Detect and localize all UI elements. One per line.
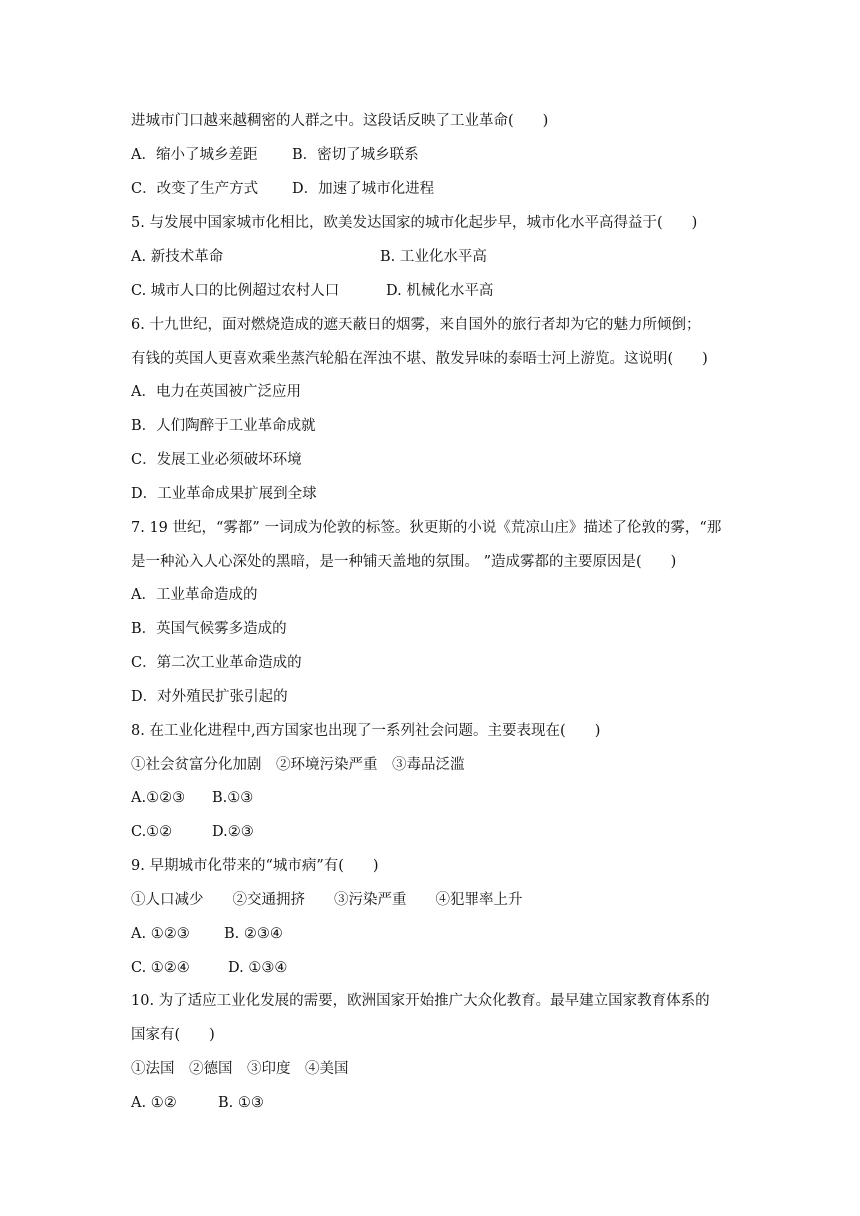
question-6-stem-line-2: 有钱的英国人更喜欢乘坐蒸汽轮船在浑浊不堪、散发异味的泰晤士河上游览。这说明( ): [131, 351, 708, 367]
question-7-option-c: C．第二次工业革命造成的: [131, 655, 302, 671]
question-7-option-a: A．工业革命造成的: [131, 587, 258, 603]
question-6-stem-line-1: 6. 十九世纪，面对燃烧造成的遮天蔽日的烟雾，来自国外的旅行者却为它的魅力所倾倒；: [131, 317, 701, 333]
option-d: D. ①③④: [228, 960, 288, 976]
question-4-option-row: [131, 145, 771, 165]
option-a: A. ①②: [131, 1095, 177, 1111]
question-6-option-b: B．人们陶醉于工业革命成就: [131, 418, 316, 434]
question-10-stem-line-2: 国家有( ): [131, 1027, 215, 1043]
question-5-option-row: [131, 247, 771, 267]
question-6-option-c: C．发展工业必须破坏环境: [131, 452, 302, 468]
option-c: C. ①②④: [131, 960, 190, 976]
question-5-option-row: [131, 281, 771, 301]
question-8-option-row: [131, 822, 771, 842]
option-a: A. ①②③: [131, 926, 190, 942]
question-7-stem-line-2: 是一种沁入人心深处的黑暗，是一种铺天盖地的氛围。 ”造成雾都的主要原因是( ): [131, 554, 677, 570]
option-a: A. 新技术革命: [131, 249, 224, 265]
option-c: C．改变了生产方式: [131, 181, 259, 197]
option-d: D. 机械化水平高: [386, 283, 494, 299]
question-8-option-row: [131, 788, 771, 808]
question-7-stem-line-1: 7. 19 世纪，“雾都” 一词成为伦敦的标签。狄更斯的小说《荒凉山庄》描述了伦敦的雾，“那: [131, 520, 722, 536]
option-a: A．缩小了城乡差距: [131, 147, 258, 163]
question-9-items: ①人口减少 ②交通拥挤 ③污染严重 ④犯罪率上升: [131, 892, 523, 908]
option-b: B．密切了城乡联系: [292, 147, 419, 163]
question-10-stem-line-1: 10. 为了适应工业化发展的需要，欧洲国家开始推广大众化教育。最早建立国家教育体系的: [131, 993, 710, 1009]
option-d: D．加速了城市化进程: [292, 181, 435, 197]
option-a: A.①②③: [131, 790, 186, 806]
option-d: D.②③: [212, 824, 254, 840]
option-b: B. 工业化水平高: [380, 249, 487, 265]
question-4-stem: 进城市门口越来越稠密的人群之中。这段话反映了工业革命( ): [131, 113, 549, 129]
option-c: C. 城市人口的比例超过农村人口: [131, 283, 340, 299]
question-9-option-row: [131, 924, 771, 944]
question-4-option-row: [131, 179, 771, 199]
question-7-option-b: B．英国气候雾多造成的: [131, 621, 287, 637]
question-6-option-d: D．工业革命成果扩展到全球: [131, 486, 317, 502]
option-c: C.①②: [131, 824, 173, 840]
question-10-items: ①法国 ②德国 ③印度 ④美国: [131, 1061, 349, 1077]
question-6-option-a: A．电力在英国被广泛应用: [131, 384, 301, 400]
option-b: B. ①③: [218, 1095, 264, 1111]
question-7-option-d: D．对外殖民扩张引起的: [131, 689, 288, 705]
question-9-stem: 9. 早期城市化带来的“城市病”有( ): [131, 858, 379, 874]
question-9-option-row: [131, 958, 771, 978]
question-5-stem: 5. 与发展中国家城市化相比，欧美发达国家的城市化起步早，城市化水平高得益于( ): [131, 215, 698, 231]
option-b: B.①③: [212, 790, 254, 806]
question-10-option-row: [131, 1093, 771, 1113]
question-8-items: ①社会贫富分化加剧 ②环境污染严重 ③毒品泛滥: [131, 757, 465, 773]
question-8-stem: 8. 在工业化进程中,西方国家也出现了一系列社会问题。主要表现在( ): [131, 723, 601, 739]
option-b: B. ②③④: [224, 926, 283, 942]
